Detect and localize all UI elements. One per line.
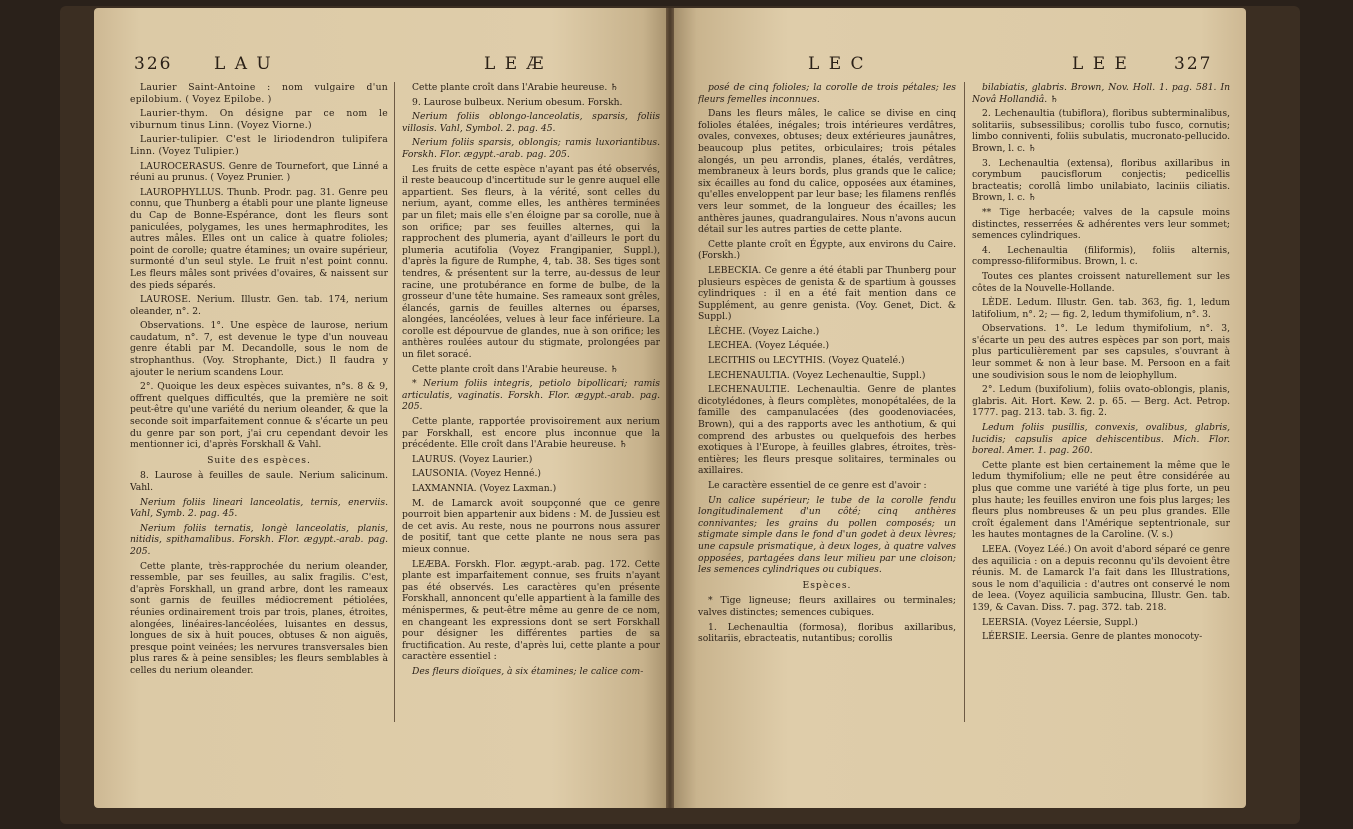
observation-2: 2°. Quoique les deux espèces suivantes, n°s. 8 & 9, offrent quelques difficultés, que la première ne soit peut-être qu'une variété du nerium oleander, & que la seconde soit imparfaitement connue & s'écarte un peu du genre par son port, j'ai cru cependant devoir les mentionner ici, d'après Forskhall & Vahl. <box>130 381 388 451</box>
habitat-arabia-2: Cette plante croît dans l'Arabie heureuse. ♄ <box>412 363 619 375</box>
group-herbaceous: ** Tige herbacée; valves de la capsule moins distinctes, resserrées & adhérentes vers leur sommet; semences cylindriques. <box>972 206 1230 242</box>
species-9-diagnosis-forskh: Nerium foliis sparsis, oblongis; ramis luxoriantibus. Forskh. Flor. ægypt.-arab. pag. 205. <box>402 137 660 160</box>
species-9-diagnosis-vahl: Nerium foliis oblongo-lanceolatis, sparsis, foliis villosis. Vahl, Symbol. 2. pag. 45. <box>402 111 660 134</box>
species-1-formosa-cont: bilabiatis, glabris. Brown, Nov. Holl. 1. pag. 581. In Novâ Hollandiâ. ♄ <box>972 82 1230 105</box>
entry-laurophyllus: LAUROPHYLLUS. Thunb. Prodr. pag. 31. Genre peu connu, que Thunberg a établi pour une plante ligneuse du Cap de Bonne-Espérance, dont les fleurs sont paniculées, polygames, les unes hermaphrodites, les autres mâles. Elles ont un calice à quatre folioles; point de corolle; quatre étamines; un ovaire supérieur, surmonté d'un seul style. Le fruit n'est point connu. Les fleurs mâles sont privées d'ovaires, & naissent sur des pieds séparés. <box>130 186 388 291</box>
left-page-column-2 <box>402 82 660 797</box>
laxmannia-note: M. de Lamarck avoit soupçonné que ce genre pourroit bien appartenir aux bidens : M. de Jussieu est de cet avis. Au reste, nous ne pourrons nous assurer de positif, tant que cette plante ne nous sera pas mieux connue. <box>402 497 660 555</box>
species-8-diagnosis-forskh: Nerium foliis ternatis, longè lanceolatis, planis, nitidis, spithamalibus. Forskh. Flor. ægypt.-arab. pag. 205. <box>130 522 388 557</box>
entry-leche: LÈCHE. (Voyez Laiche.) <box>708 325 820 337</box>
running-head-left-a: L A U <box>214 54 273 74</box>
entry-laurose: LAUROSE. Nerium. Illustr. Gen. tab. 174, nerium oleander, n°. 2. <box>130 294 388 317</box>
leaeba-character: Des fleurs dioïques, à six étamines; le calice com- <box>412 665 644 677</box>
entry-leea: LEEA. (Voyez Léé.) On avoit d'abord séparé ce genre des aquilicia : on a depuis reconnu qu'ils devoient être réunis. M. de Lamarck l'a fait dans les Illustrations, sous le nom d'aquilicia : d'autres ont conservé le nom de leea. (Voyez aquilicia sambucina, Illustr. Gen. tab. 139, & Cavan. Diss. 7. pag. 372. tab. 218. <box>972 543 1230 613</box>
left-column-rule <box>394 82 395 722</box>
species-8-title: 8. Laurose à feuilles de saule. Nerium salicinum. Vahl. <box>130 470 388 493</box>
species-8-description: Cette plante, très-rapprochée du nerium oleander, ressemble, par ses feuilles, au salix fragilis. C'est, d'après Forskhall, un grand arbre, dont les rameaux sont garnis de feuilles médiocrement pétiolées, réunies ordinairement trois par trois, planes, étroites, alongées, linéaires-lancéolées, luisantes en dessus, longues de six à huit pouces, obtuses & non aiguës, presque point veinées; les nervures transversales bien plus rares & à peine sensibles; les fleurs semblables à celles du nerium oleander. <box>130 560 388 676</box>
ledum-description: Cette plante est bien certainement la même que le ledum thymifolium; elle ne peut être considérée au plus que comme une variété à tige plus forte, un peu plus haute; les feuilles environ une fois plus larges; les fleurs plus nombreuses & un peu plus grandes. Elle croît également dans l'Amérique septentrionale, sur les hautes montagnes de la Caroline. (V. s.) <box>972 459 1230 541</box>
entry-lede: LÈDE. Ledum. Illustr. Gen. tab. 363, fig. 1, ledum latifolium, n°. 2; — fig. 2, ledum thymifolium, n°. 3. <box>972 297 1230 320</box>
right-page-column-1 <box>698 82 956 797</box>
entry-leersie: LÉERSIE. Leersia. Genre de plantes monocoty- <box>982 631 1203 643</box>
species-3-extensa: 3. Lechenaultia (extensa), floribus axillaribus in corymbum paucisflorum conjectis; pedicellis bracteatis; corollâ limbo unilabiato, laciniis ciliatis. Brown, l. c. ♄ <box>972 157 1230 204</box>
entry-lechenaultie: LECHENAULTIE. Lechenaultia. Genre de plantes dicotylédones, à fleurs complètes, monopétalées, de la famille des campanulacées (des goodenoviacées, Brown), qui a des rapports avec les anthotium, & qui comprend des arbustes ou quelquefois des herbes exotiques à l'Europe, à feuilles glabres, étroites, très-entières; les fleurs presque solitaires, terminales ou axillaires. <box>698 384 956 477</box>
running-head-left-b: L E Æ <box>484 54 546 74</box>
right-page-header <box>674 54 1246 78</box>
entry-leersia: LEERSIA. (Voyez Léersie, Suppl.) <box>982 616 1138 628</box>
entry-lecithis: LECITHIS ou LECYTHIS. (Voyez Quatelé.) <box>708 355 905 367</box>
nerium-asterisk-description: Cette plante, rapportée provisoirement aux nerium par Forskhall, est encore plus inconnue que la précédente. Elle croît dans l'Arabie heureuse. ♄ <box>402 416 660 451</box>
lechenaultie-essential-intro: Le caractère essentiel de ce genre est d'avoir : <box>708 480 927 491</box>
species-9-description: Les fruits de cette espèce n'ayant pas été observés, il reste beaucoup d'incertitude sur le genre auquel elle appartient. Ses fleurs, à la vérité, sont celles du nerium, ayant, comme elles, les anthères terminées par un filet; mais elle s'en éloigne par sa corolle, nue à son orifice; par ses feuilles alternes, qui la rapprochent des plumeria, ayant d'ailleurs le port du plumeria acutifolia (Voyez Frangipanier, Suppl.), d'après la figure de Rumphe, 4, tab. 38. Ses tiges sont tendres, & présentent sur la terre, au-dessus de leur racine, une protubérance en forme de bulbe, de la grosseur d'une tête humaine. Ses rameaux sont grêles, élancés, garnis de feuilles alternes ou éparses, alongées, lancéolées, velues à leur face inférieure. La corolle est dépourvue de glandes, nue à son orifice; les anthères roulées autour du stigmate, prolongées par un filet soracé. <box>402 163 660 361</box>
nerium-asterisk-diagnosis: * Nerium foliis integris, petiolo bipollicari; ramis articulatis, vaginatis. Forskh. Flor. ægypt.-arab. pag. 205. <box>402 378 660 413</box>
species-4-filiformis: 4. Lechenaultia (filiformis), foliis alternis, compresso-filiformibus. Brown, l. c. <box>972 244 1230 268</box>
right-page <box>674 8 1246 808</box>
group-woody: * Tige ligneuse; fleurs axillaires ou terminales; valves distinctes; semences cubiques. <box>698 595 956 618</box>
right-column-rule <box>964 82 965 722</box>
entry-laurier-tulipier: Laurier-tulipier. C'est le liriodendron tulipifera Linn. (Voyez Tulipier.) <box>130 134 388 157</box>
left-page-header <box>94 54 666 78</box>
leaeba-character-cont: posé de cinq folioles; la corolle de trois pétales; les fleurs femelles inconnues. <box>698 82 956 105</box>
section-heading-suite: Suite des espèces. <box>207 454 311 466</box>
species-1-formosa: 1. Lechenaultia (formosa), floribus axillaribus, solitariis, ebracteatis, nutantibus; corollis <box>698 621 956 645</box>
ledum-diagnosis-michaux: Ledum foliis pusillis, convexis, ovalibus, glabris, lucidis; capsulis apice dehiscentibus. Mich. Flor. boreal. Amer. 1. pag. 260. <box>972 422 1230 457</box>
species-8-diagnosis-vahl: Nerium foliis lineari lanceolatis, ternis, enerviis. Vahl, Symb. 2. pag. 45. <box>130 496 388 520</box>
species-2-tubiflora: 2. Lechenaultia (tubiflora), floribus subterminalibus, solitariis, subsessilibus; corollis tubo fusco, cornutis; limbo conniventi, foliis subulatis, mucronato-pellucido. Brown, l. c. ♄ <box>972 108 1230 154</box>
page-number-left: 326 <box>134 54 173 74</box>
page-number-right: 327 <box>1174 54 1213 74</box>
observation-1: Observations. 1°. Une espèce de laurose, nerium caudatum, n°. 7, est devenue le type d'un nouveau genre établi par M. Decandolle, sous le nom de strophanthus. (Voy. Strophante, Dict.) Il faudra y ajouter le nerium scandens Lour. <box>130 320 388 378</box>
entry-leaeba: LEÆBA. Forskh. Flor. ægypt.-arab. pag. 172. Cette plante est imparfaitement connue, ses fruits n'ayant pas été observés. Les caractères qu'en présente Forskhall, annoncent qu'elle appartient à la famille des ménispermes, & peut-être même au genre de ce nom, en changeant les expressions dont se sert Forskhall pour désigner les différentes parties de sa fructification. Au reste, d'après lui, cette plante a pour caractère essentiel : <box>402 558 660 663</box>
section-heading-especes: Espèces. <box>802 579 852 591</box>
entry-laxmannia: LAXMANNIA. (Voyez Laxman.) <box>412 483 557 494</box>
running-head-right-a: L E C <box>808 54 866 74</box>
entry-laurocerasus: LAUROCERASUS. Genre de Tournefort, que Linné a réuni au prunus. ( Voyez Prunier. ) <box>130 160 388 184</box>
lede-observation-2: 2°. Ledum (buxifolium), foliis ovato-oblongis, planis, glabris. Ait. Hort. Kew. 2. p. 65. — Berg. Act. Petrop. 1777. pag. 213. tab. 3. fig. 2. <box>972 384 1230 419</box>
lechenaultia-habitat: Toutes ces plantes croissent naturellement sur les côtes de la Nouvelle-Hollande. <box>972 270 1230 294</box>
habitat-arabia-1: Cette plante croît dans l'Arabie heureuse. ♄ <box>412 82 619 93</box>
left-page <box>94 8 666 808</box>
leaeba-habitat: Cette plante croît en Égypte, aux environs du Caire. (Forskh.) <box>698 238 956 262</box>
species-9-title: 9. Laurose bulbeux. Nerium obesum. Forskh. <box>412 96 623 108</box>
entry-lebeckia: LEBECKIA. Ce genre a été établi par Thunberg pour plusieurs espèces de genista & de spartium à gousses cylindriques : il en a été fait mention dans ce Supplément, au genre genista. (Voy. Genet, Dict. & Suppl.) <box>698 264 956 323</box>
right-page-column-2 <box>972 82 1230 797</box>
entry-laurus: LAURUS. (Voyez Laurier.) <box>412 453 533 465</box>
entry-lechenaultia: LECHENAULTIA. (Voyez Lechenaultie, Suppl.) <box>708 369 926 381</box>
entry-laurier-thym: Laurier-thym. On désigne par ce nom le viburnum tinus Linn. (Voyez Viorne.) <box>130 108 388 131</box>
lede-observation-1: Observations. 1°. Le ledum thymifolium, n°. 3, s'écarte un peu des autres espèces par son port, mais plus particulièrement par ses capsules, s'ouvrant à leur sommet & non à leur base. M. Persoon en a fait une soudivision sous le nom de leiophyllum. <box>972 323 1230 381</box>
left-page-column-1 <box>130 82 388 797</box>
leaeba-description: Dans les fleurs mâles, le calice se divise en cinq folioles étalées, inégales; trois intérieures verdâtres, ovales, convexes, obtuses; deux extérieures jaunâtres, beaucoup plus petites, orbiculaires; trois pétales alongés, un peu arrondis, planes, étalés, verdâtres, membraneux à leurs bords, plus grands que le calice; six écailles au fond du calice, opposées aux étamines, qu'elles enveloppent par leur base; les filamens renflés vers leur sommet, de la longueur des écailles; les anthères jaunes, quadrangulaires. Nous n'avons aucun détail sur les autres parties de cette plante. <box>698 108 956 236</box>
entry-lechea: LECHEA. (Voyez Léquée.) <box>708 340 830 352</box>
entry-lausonia: LAUSONIA. (Voyez Henné.) <box>412 468 541 480</box>
entry-laurier-saint-antoine: Laurier Saint-Antoine : nom vulgaire d'un epilobium. ( Voyez Epilobe. ) <box>130 82 388 105</box>
running-head-right-b: L E E <box>1072 54 1129 74</box>
lechenaultie-essential-character: Un calice supérieur; le tube de la corolle fendu longitudinalement d'un côté; cinq anthères connivantes; les grains du pollen composés; un stigmate simple dans le fond d'un godet à deux lèvres; une capsule prismatique, à deux loges, à quatre valves opposées, partagées dans leur milieu par une cloison; les semences cylindriques ou cubiques. <box>698 494 956 576</box>
